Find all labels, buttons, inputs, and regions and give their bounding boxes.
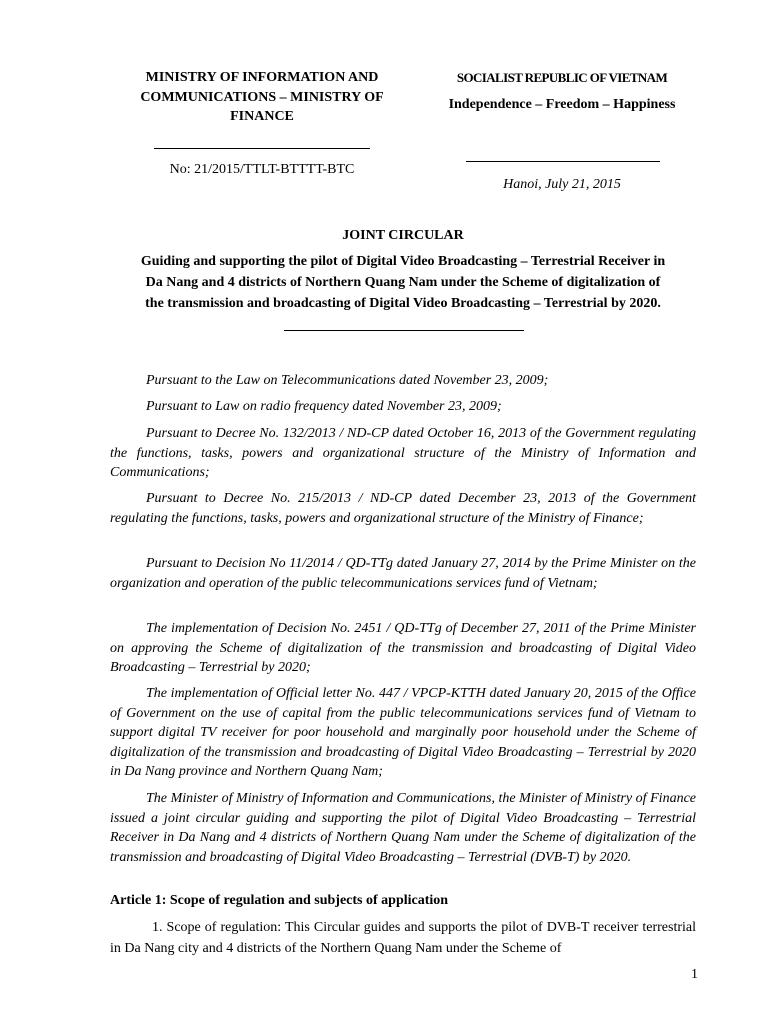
preamble-1: Pursuant to the Law on Telecommunications dated November 23, 2009; <box>146 373 549 388</box>
title-divider <box>284 330 524 331</box>
preamble-2: Pursuant to Law on radio frequency dated November 23, 2009; <box>146 399 502 414</box>
preamble-8: The Minister of Ministry of Information and Communications, the Minister of Ministry of Finance issued a joint circular guiding and supporting the pilot of Digital Video Broadcasting – Terrestrial Receiver in Da Nang and 4 districts of Northern Quang Nam under the Scheme of digitalization of the transmission and broadcasting of Digital Video Broadcasting – Terrestrial (DVB-T) by 2020. <box>110 791 696 865</box>
place-date: Hanoi, July 21, 2015 <box>503 177 621 192</box>
authority-line-2: COMMUNICATIONS – MINISTRY OF <box>140 89 384 105</box>
preamble-4: Pursuant to Decree No. 215/2013 / ND-CP dated December 23, 2013 of the Government regulating the functions, tasks, powers and organizational structure of the Ministry of Finance; <box>110 491 696 526</box>
article-1-heading: Article 1: Scope of regulation and subjects of application <box>110 893 449 908</box>
left-header-divider <box>154 148 370 149</box>
issuing-authority <box>112 68 412 127</box>
subtitle-line-1: Guiding and supporting the pilot of Digital Video Broadcasting – Terrestrial Receiver in <box>140 254 666 269</box>
preamble-7: The implementation of Official letter No. 447 / VPCP-KTTH dated January 20, 2015 of the Office of Government on the use of capital from the public telecommunications services fund of Vietnam to support digital TV receiver for poor household and marginally poor household under the Scheme of digitalization of the transmission and broadcasting of Digital Video Broadcasting – Terrestrial by 2020 in Da Nang province and Northern Quang Nam; <box>110 686 696 779</box>
subtitle-line-3: the transmission and broadcasting of Digital Video Broadcasting – Terrestrial by 2020. <box>145 296 661 311</box>
right-header-divider <box>466 161 660 162</box>
page-number: 1 <box>691 967 698 982</box>
document-title: JOINT CIRCULAR <box>342 228 464 243</box>
document-number: No: 21/2015/TTLT-BTTTT-BTC <box>169 162 355 177</box>
preamble-3: Pursuant to Decree No. 132/2013 / ND-CP dated October 16, 2013 of the Government regulating the functions, tasks, powers and organizational structure of the Ministry of Information and Communications; <box>110 426 696 480</box>
authority-line-1: MINISTRY OF INFORMATION AND <box>145 70 379 85</box>
preamble-6: The implementation of Decision No. 2451 / QD-TTg of December 27, 2011 of the Prime Minister on approving the Scheme of digitalization of the transmission and broadcasting of Digital Video Broadcasting – Terrestrial by 2020; <box>110 621 696 675</box>
article-1-paragraph-1: 1. Scope of regulation: This Circular guides and supports the pilot of DVB-T receiver terrestrial in Da Nang city and 4 districts of the Northern Quang Nam under the Scheme of <box>110 920 696 956</box>
preamble-5: Pursuant to Decision No 11/2014 / QD-TTg dated January 27, 2014 by the Prime Minister on the organization and operation of the public telecommunications services fund of Vietnam; <box>110 556 696 591</box>
document-subtitle <box>100 251 706 314</box>
subtitle-line-2: Da Nang and 4 districts of Northern Quang Nam under the Scheme of digitalization of <box>145 275 661 290</box>
authority-line-3: FINANCE <box>230 109 294 124</box>
country-name: SOCIALIST REPUBLIC OF VIETNAM <box>456 70 668 85</box>
national-motto: Independence – Freedom – Happiness <box>448 97 676 112</box>
